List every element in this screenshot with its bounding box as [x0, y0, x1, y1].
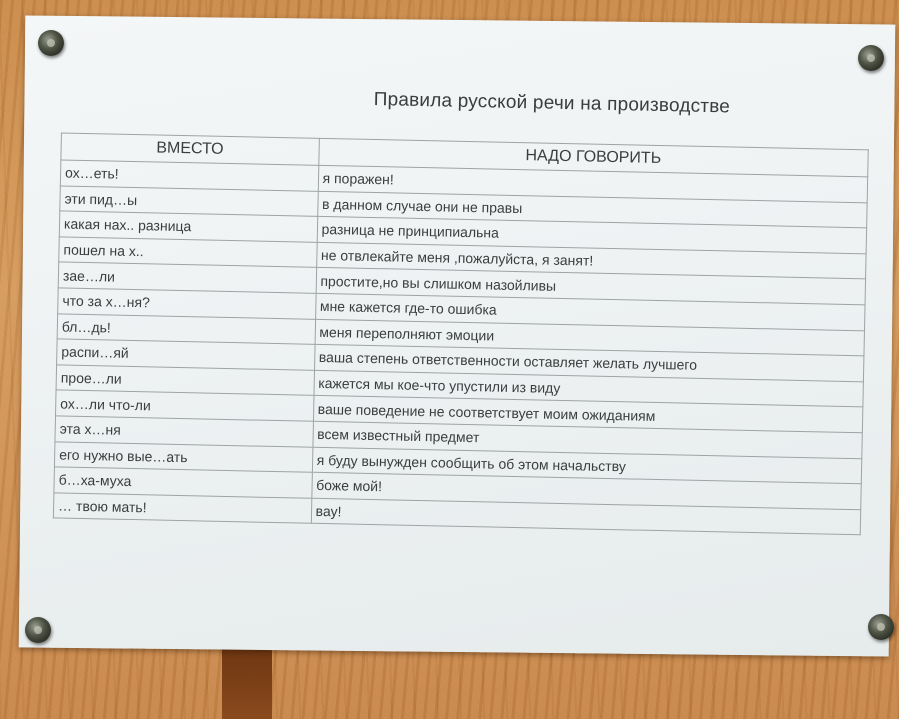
- cell-instead: эта х…ня: [55, 416, 313, 447]
- cell-should-say: я поражен!: [318, 165, 868, 202]
- cell-instead: … твою мать!: [53, 493, 311, 524]
- cell-should-say: не отвлекайте меня ,пожалуйста, я занят!: [316, 242, 866, 279]
- cell-instead: прое…ли: [56, 365, 314, 396]
- cell-instead: какая нах.. разница: [59, 211, 317, 242]
- cell-instead: бл…дь!: [57, 313, 315, 344]
- cell-should-say: ваша степень ответственности оставляет желать лучшего: [314, 344, 864, 381]
- cell-instead: что за х…ня?: [58, 288, 316, 319]
- cell-instead: ох…ли что-ли: [56, 390, 314, 421]
- cell-instead: пошел на х..: [59, 237, 317, 268]
- cell-should-say: простите,но вы слишком назойливы: [316, 268, 866, 305]
- pushpin-icon: [858, 45, 884, 71]
- cell-should-say: кажется мы кое-что упустили из виду: [314, 370, 864, 407]
- cell-should-say: я буду вынужден сообщить об этом начальству: [312, 447, 862, 484]
- pushpin-icon: [868, 614, 894, 640]
- header-should-say: НАДО ГОВОРИТЬ: [318, 138, 868, 177]
- cell-should-say: мне кажется где-то ошибка: [315, 293, 865, 330]
- pushpin-icon: [25, 617, 51, 643]
- cell-should-say: всем известный предмет: [312, 421, 862, 458]
- notice-title: Правила русской речи на производстве: [373, 88, 731, 118]
- cell-should-say: в данном случае они не правы: [317, 191, 867, 228]
- cell-instead: его нужно вые…ать: [54, 441, 312, 472]
- cell-should-say: ваше поведение не соответствует моим ожиданиям: [313, 396, 863, 433]
- cell-instead: распи…яй: [57, 339, 315, 370]
- cell-instead: ох…еть!: [60, 160, 318, 191]
- cell-instead: эти пид…ы: [60, 186, 318, 217]
- cell-instead: б…ха-муха: [54, 467, 312, 498]
- pushpin-icon: [38, 30, 64, 56]
- cell-should-say: меня переполняют эмоции: [315, 319, 865, 356]
- cell-instead: зае…ли: [58, 262, 316, 293]
- cell-should-say: боже мой!: [311, 472, 861, 509]
- rules-table: [53, 132, 869, 535]
- cell-should-say: разница не принципиальна: [317, 217, 867, 254]
- cell-should-say: вау!: [311, 498, 861, 535]
- header-instead: ВМЕСТО: [61, 133, 319, 165]
- wall-background-detail: [222, 640, 272, 719]
